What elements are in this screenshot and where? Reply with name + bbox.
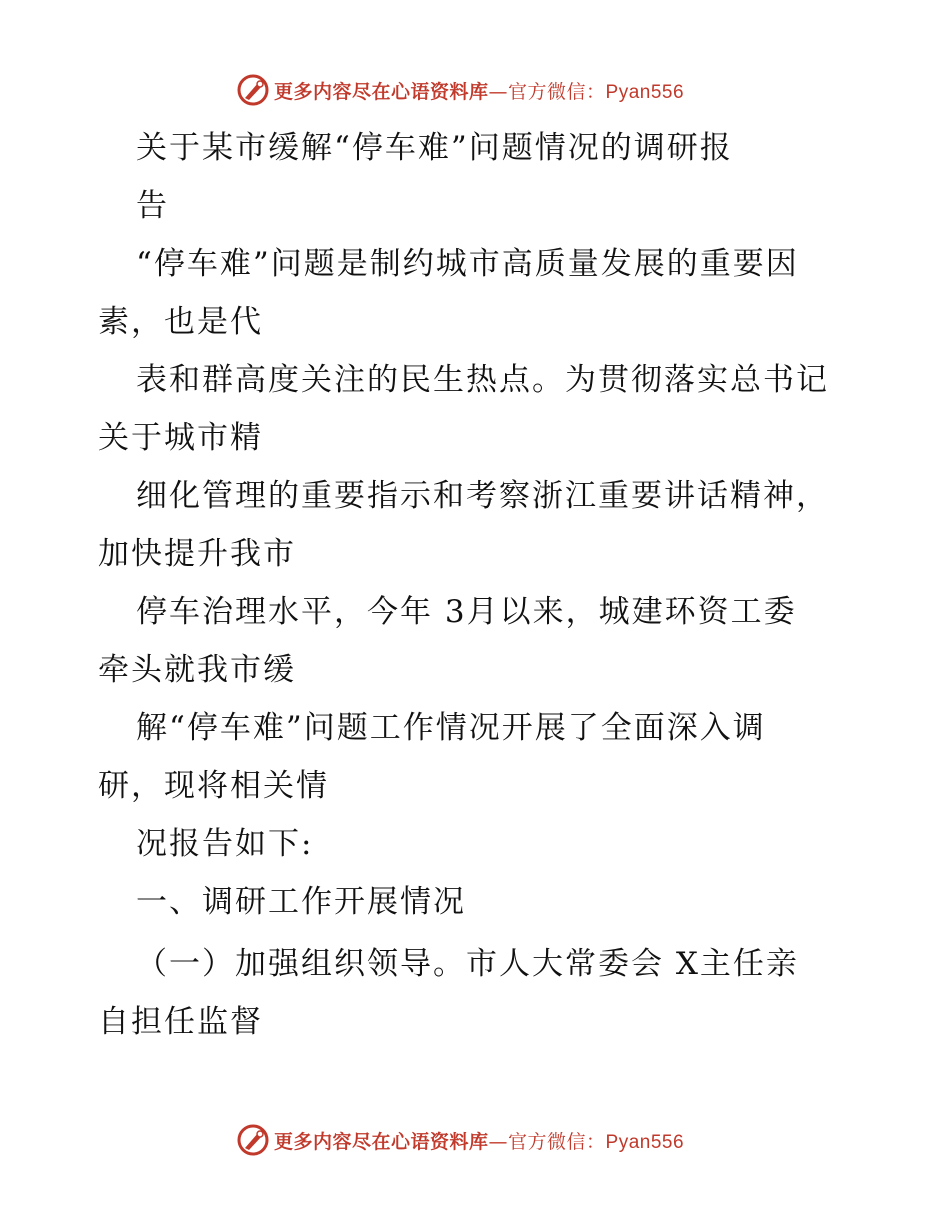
- watermark-text: [274, 1127, 684, 1154]
- watermark-wechat-id: Pyan556: [605, 81, 685, 103]
- paragraph-line: 停车治理水平，今年 3月以来，城建环资工委: [136, 594, 797, 630]
- paragraph-line: 解“停车难”问题工作情况开展了全面深入调: [136, 710, 766, 746]
- paragraph-line: 况报告如下:: [136, 826, 314, 862]
- paragraph-line: 自担任监督: [98, 1004, 263, 1040]
- watermark-main-text: 更多内容尽在心语资料库: [274, 80, 489, 103]
- watermark-wechat-id: Pyan556: [605, 1131, 685, 1153]
- paragraph-line: （一）加强组织领导。市人大常委会 X主任亲: [136, 946, 799, 982]
- paragraph-line: 牵头就我市缓: [98, 652, 296, 688]
- watermark-text: [274, 77, 684, 104]
- section-heading: 一、调研工作开展情况: [136, 884, 466, 920]
- document-title-line-2: 告: [136, 188, 169, 224]
- watermark-dash: —: [488, 1130, 509, 1153]
- paragraph-line: 表和群高度关注的民生热点。为贯彻落实总书记: [136, 362, 829, 398]
- paragraph-line: 细化管理的重要指示和考察浙江重要讲话精神，: [136, 478, 829, 514]
- paragraph-line: 加快提升我市: [98, 536, 296, 572]
- footer-watermark: [236, 1122, 684, 1158]
- watermark-main-text: 更多内容尽在心语资料库: [274, 1130, 489, 1153]
- paragraph-line: “停车难”问题是制约城市高质量发展的重要因: [136, 246, 799, 282]
- pen-logo-icon: [236, 1123, 270, 1157]
- paragraph-line: 关于城市精: [98, 420, 263, 456]
- document-title-line-1: 关于某市缓解“停车难”问题情况的调研报: [136, 130, 733, 166]
- pen-logo-icon: [236, 73, 270, 107]
- paragraph-line: 研，现将相关情: [98, 768, 329, 804]
- paragraph-line: 素，也是代: [98, 304, 263, 340]
- watermark-official-label: 官方微信：: [508, 80, 606, 103]
- header-watermark: [236, 72, 684, 108]
- watermark-dash: —: [488, 80, 509, 103]
- watermark-official-label: 官方微信：: [508, 1130, 606, 1153]
